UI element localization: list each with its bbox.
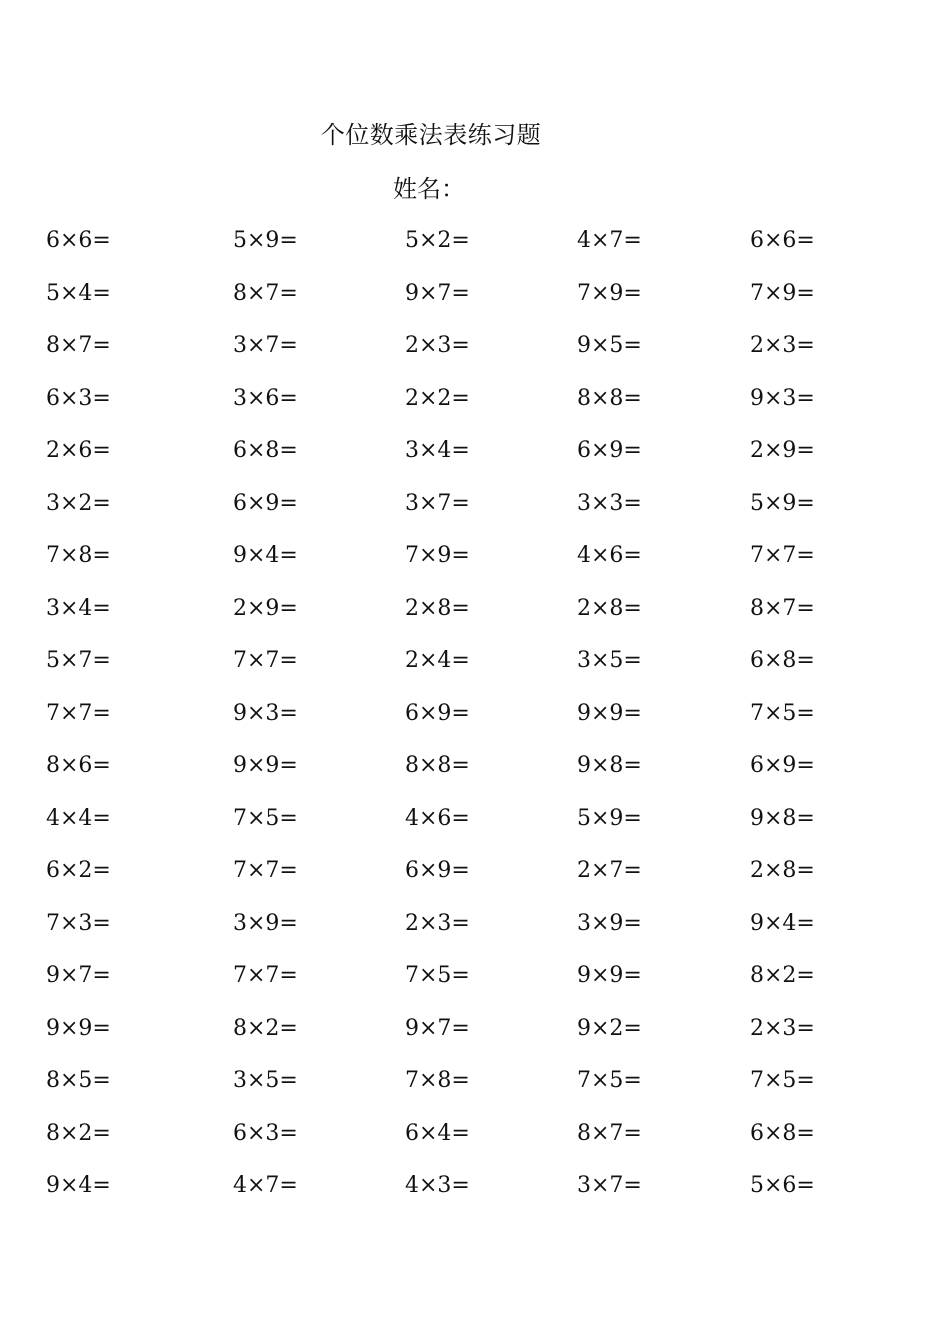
problem-cell: 2×9= <box>750 438 815 463</box>
problem-cell: 4×6= <box>405 805 470 831</box>
problem-cell: 6×8= <box>750 648 815 673</box>
problem-cell: 8×5= <box>46 1068 111 1093</box>
problem-cell: 6×9= <box>405 858 470 883</box>
problem-cell: 9×7= <box>46 963 111 988</box>
problem-cell: 6×3= <box>46 385 111 411</box>
problem-cell: 2×2= <box>405 385 470 411</box>
problem-cell: 8×6= <box>46 753 111 778</box>
worksheet-title: 个位数乘法表练习题 <box>320 121 542 149</box>
problem-cell: 4×6= <box>577 543 642 568</box>
problem-cell: 7×5= <box>750 700 815 726</box>
problem-cell: 7×5= <box>750 1068 815 1093</box>
problem-cell: 2×8= <box>405 595 470 621</box>
problem-cell: 3×7= <box>233 333 298 358</box>
problem-cell: 3×9= <box>233 910 298 936</box>
problem-cell: 9×5= <box>577 333 642 358</box>
problem-cell: 2×6= <box>46 438 111 463</box>
problem-cell: 8×7= <box>46 333 111 358</box>
problem-cell: 6×9= <box>577 438 642 463</box>
problem-cell: 3×7= <box>405 490 470 516</box>
problem-cell: 9×3= <box>750 385 815 411</box>
problem-cell: 6×6= <box>750 228 815 253</box>
problem-cell: 9×9= <box>577 963 642 988</box>
problem-cell: 7×5= <box>577 1068 642 1093</box>
problem-cell: 2×3= <box>405 910 470 936</box>
problem-cell: 6×3= <box>233 1120 298 1146</box>
problem-cell: 8×7= <box>233 280 298 306</box>
problem-cell: 4×4= <box>46 805 111 831</box>
problem-cell: 7×8= <box>405 1068 470 1093</box>
problem-cell: 8×2= <box>46 1120 111 1146</box>
problem-cell: 4×7= <box>233 1173 298 1198</box>
problem-cell: 7×8= <box>46 543 111 568</box>
problem-cell: 5×6= <box>750 1173 815 1198</box>
problem-cell: 9×7= <box>405 1015 470 1041</box>
problem-cell: 9×8= <box>750 805 815 831</box>
problem-cell: 9×7= <box>405 280 470 306</box>
problem-cell: 7×7= <box>46 700 111 726</box>
problem-cell: 2×7= <box>577 858 642 883</box>
problem-cell: 7×7= <box>233 648 298 673</box>
problem-cell: 7×7= <box>233 858 298 883</box>
problem-cell: 8×8= <box>577 385 642 411</box>
problem-cell: 7×7= <box>233 963 298 988</box>
problem-cell: 6×8= <box>750 1120 815 1146</box>
problem-cell: 3×5= <box>233 1068 298 1093</box>
problem-cell: 9×9= <box>577 700 642 726</box>
problem-cell: 7×5= <box>233 805 298 831</box>
problem-cell: 9×3= <box>233 700 298 726</box>
problem-cell: 8×7= <box>577 1120 642 1146</box>
problem-cell: 9×2= <box>577 1015 642 1041</box>
problem-cell: 5×2= <box>405 228 470 253</box>
problem-cell: 5×9= <box>233 228 298 253</box>
problem-cell: 6×2= <box>46 858 111 883</box>
problem-cell: 3×3= <box>577 490 642 516</box>
problem-cell: 8×2= <box>233 1015 298 1041</box>
problem-cell: 3×7= <box>577 1173 642 1198</box>
problem-cell: 3×4= <box>405 438 470 463</box>
problem-cell: 6×6= <box>46 228 111 253</box>
problem-cell: 8×2= <box>750 963 815 988</box>
problem-cell: 4×3= <box>405 1173 470 1198</box>
problem-cell: 6×4= <box>405 1120 470 1146</box>
problem-cell: 2×3= <box>750 1015 815 1041</box>
problem-grid <box>46 223 870 1221</box>
name-label: 姓名： <box>393 175 465 203</box>
problem-cell: 6×9= <box>233 490 298 516</box>
problem-cell: 9×4= <box>233 543 298 568</box>
problem-cell: 7×9= <box>405 543 470 568</box>
problem-cell: 7×3= <box>46 910 111 936</box>
problem-cell: 2×9= <box>233 595 298 621</box>
problem-cell: 7×9= <box>577 280 642 306</box>
problem-cell: 5×4= <box>46 280 111 306</box>
problem-cell: 9×9= <box>233 753 298 778</box>
problem-cell: 3×6= <box>233 385 298 411</box>
problem-cell: 6×9= <box>750 753 815 778</box>
problem-cell: 8×8= <box>405 753 470 778</box>
problem-cell: 7×5= <box>405 963 470 988</box>
problem-cell: 7×9= <box>750 280 815 306</box>
problem-cell: 8×7= <box>750 595 815 621</box>
problem-cell: 5×9= <box>577 805 642 831</box>
problem-cell: 5×9= <box>750 490 815 516</box>
problem-cell: 3×4= <box>46 595 111 621</box>
problem-cell: 3×9= <box>577 910 642 936</box>
problem-cell: 2×8= <box>577 595 642 621</box>
problem-cell: 3×5= <box>577 648 642 673</box>
problem-cell: 2×4= <box>405 648 470 673</box>
problem-cell: 9×4= <box>46 1173 111 1198</box>
problem-cell: 4×7= <box>577 228 642 253</box>
problem-cell: 6×9= <box>405 700 470 726</box>
problem-cell: 7×7= <box>750 543 815 568</box>
problem-cell: 9×8= <box>577 753 642 778</box>
problem-cell: 6×8= <box>233 438 298 463</box>
problem-cell: 9×4= <box>750 910 815 936</box>
problem-cell: 2×8= <box>750 858 815 883</box>
problem-cell: 2×3= <box>750 333 815 358</box>
problem-cell: 3×2= <box>46 490 111 516</box>
problem-cell: 5×7= <box>46 648 111 673</box>
problem-cell: 9×9= <box>46 1015 111 1041</box>
problem-cell: 2×3= <box>405 333 470 358</box>
